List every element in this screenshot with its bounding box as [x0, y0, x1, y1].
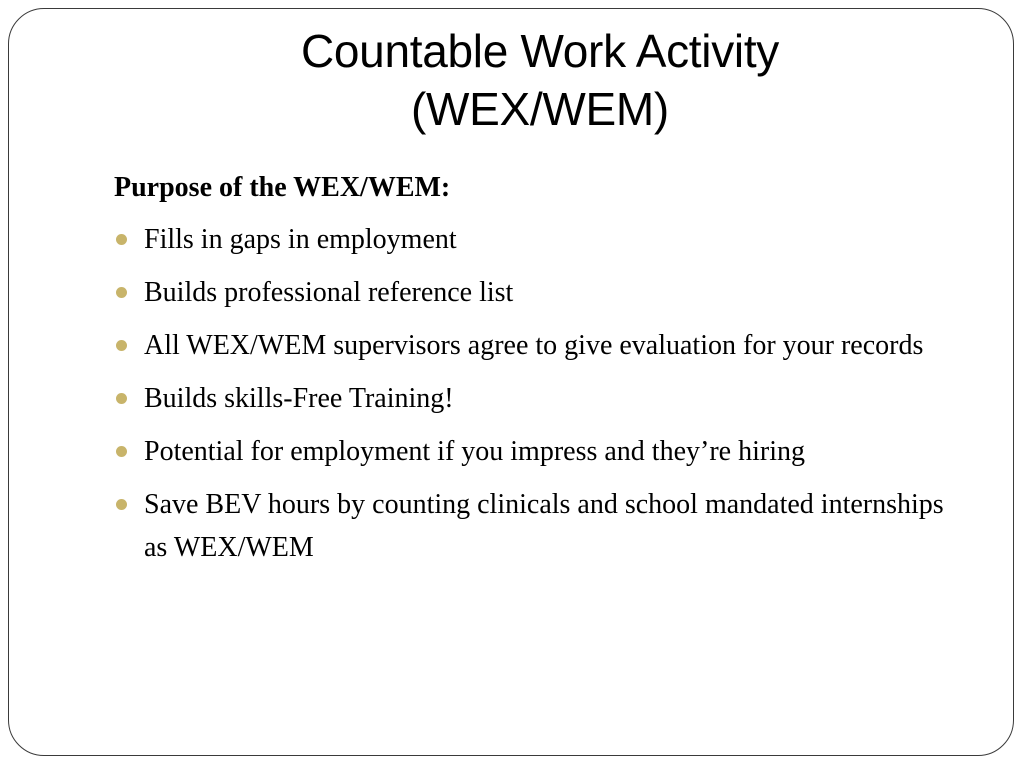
- bullet-icon: [116, 393, 127, 404]
- bullet-text: Builds professional reference list: [144, 277, 514, 308]
- section-subheading: Purpose of the WEX/WEM:: [114, 172, 451, 203]
- bullet-item: [114, 483, 944, 569]
- slide-title: [140, 22, 940, 138]
- bullet-text: Save BEV hours by counting clinicals and school mandated internships as WEX/WEM: [144, 489, 944, 563]
- bullet-item: [114, 271, 944, 314]
- bullet-item: [114, 430, 944, 473]
- bullet-text: Builds skills-Free Training!: [144, 383, 454, 414]
- bullet-text: All WEX/WEM supervisors agree to give evaluation for your records: [144, 330, 924, 361]
- bullet-item: [114, 377, 944, 420]
- bullet-text: Fills in gaps in employment: [144, 224, 457, 255]
- bullet-item: [114, 324, 944, 367]
- bullet-item: [114, 218, 944, 261]
- bullet-text: Potential for employment if you impress and they’re hiring: [144, 436, 805, 467]
- slide-title-line-2: (WEX/WEM): [411, 83, 669, 135]
- bullet-icon: [116, 287, 127, 298]
- slide-title-line-1: Countable Work Activity: [300, 25, 779, 77]
- slide-content: [114, 168, 944, 579]
- bullet-icon: [116, 340, 127, 351]
- bullet-icon: [116, 499, 127, 510]
- bullet-list: [114, 218, 944, 569]
- bullet-icon: [116, 234, 127, 245]
- bullet-icon: [116, 446, 127, 457]
